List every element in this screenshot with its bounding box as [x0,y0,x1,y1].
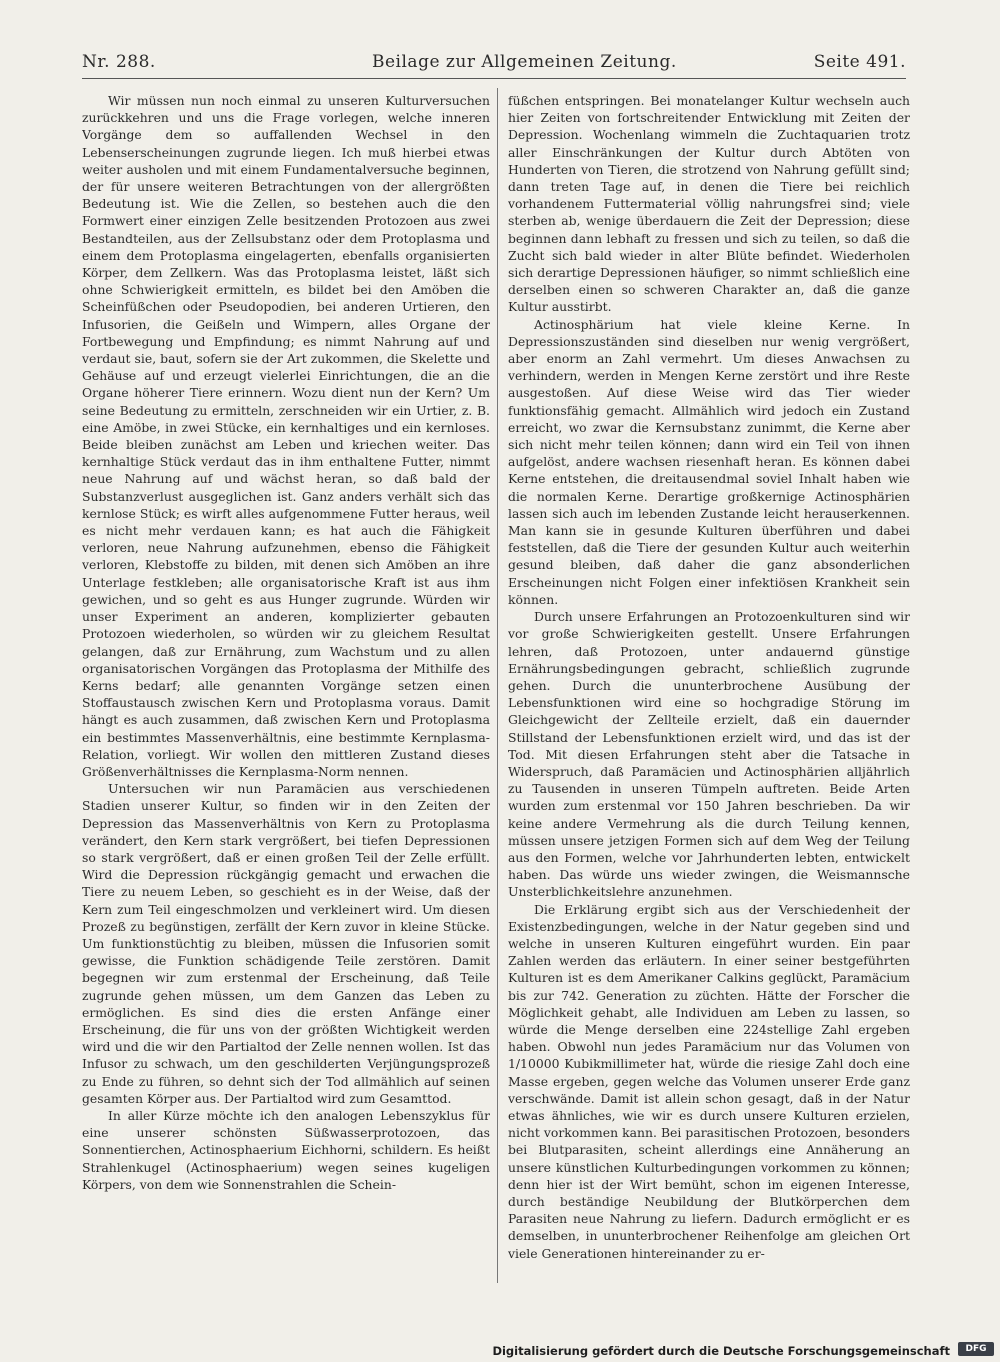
paragraph: Wir müssen nun noch einmal zu unseren Kulturversuchen zurückkehren und uns die Frage vorlegen, welche inneren Vorgänge dem so auffallenden Wechsel in den Lebenserscheinungen zugrunde liegen. Ich muß hierbei etwas weiter ausholen und mit einem Fundamentalversuche beginnen, der für unsere weiteren Betrachtungen von der allergrößten Bedeutung ist. Wie die Zellen, so bestehen auch die den Formwert einer einzigen Zelle besitzenden Protozoen aus zwei Bestandteilen, aus der Zellsubstanz oder dem Protoplasma und einem dem Protoplasma eingelagerten, ebenfalls organisierten Körper, dem Zellkern. Was das Protoplasma leistet, läßt sich ohne Schwierigkeit ermitteln, es bildet bei den Amöben die Scheinfüßchen oder Pseudopodien, bei anderen Urtieren, den Infusorien, die Geißeln und Wimpern, alles Organe der Fortbewegung und Empfindung; es nimmt Nahrung auf und verdaut sie, baut, sofern sie der Art zukommen, die Skelette und Gehäuse auf und erzeugt vielerlei Einrichtungen, die an die Organe höherer Tiere erinnern. Wozu dient nun der Kern? Um seine Bedeutung zu ermitteln, zerschneiden wir ein Urtier, z. B. eine Amöbe, in zwei Stücke, ein kernhaltiges und ein kernloses. Beide bleiben zunächst am Leben und kriechen weiter. Das kernhaltige Stück verdaut das in ihm enthaltene Futter, nimmt neue Nahrung auf und wächst heran, so daß bald der Substanzverlust ausgeglichen ist. Ganz anders verhält sich das kernlose Stück; es wirft alles aufgenommene Futter heraus, weil es nicht mehr verdauen kann; es hat auch die Fähigkeit verloren, neue Nahrung aufzunehmen, ebenso die Fähigkeit verloren, Klebstoffe zu bilden, mit denen sich Amöben an ihre Unterlage festkleben; alle organisatorische Kraft ist aus ihm gewichen, und so geht es aus Hunger zugrunde. Würden wir unser Experiment an anderen, komplizierter gebauten Protozoen wiederholen, so würden wir zu gleichem Resultat gelangen, daß zur Ernährung, zum Wachstum und zu allen organisatorischen Vorgängen das Protoplasma der Mithilfe des Kerns bedarf; alle genannten Vorgänge setzen einen Stoffaustausch zwischen Kern und Protoplasma voraus. Damit hängt es auch zusammen, daß zwischen Kern und Protoplasma ein bestimmtes Massenverhältnis, eine bestimmte Kernplasma-Relation, vorliegt. Wir wollen den mittleren Zustand dieses Größenverhältnisses die Kernplasma-Norm nennen. [82,93,490,779]
paragraph: In aller Kürze möchte ich den analogen Lebenszyklus für eine unserer schönsten Süßwasserprotozoen, das Sonnentierchen, Actinosphaerium Eichhorni, schildern. Es heißt Strahlenkugel (Actinosphaerium) wegen seines kugeligen Körpers, von dem wie Sonnenstrahlen die Schein- [82,1107,490,1192]
paragraph: füßchen entspringen. Bei monatelanger Kultur wechseln auch hier Zeiten von fortschreitender Entwicklung mit Zeiten der Depression. Wochenlang wimmeln die Zuchtaquarien trotz aller Einschränkungen der Kultur durch Abtöten von Hunderten von Tieren, die strotzend von Nahrung gefüllt sind; dann treten Tage auf, in denen die Tiere bei reichlich vorhandenem Futtermaterial völlig nahrungsfrei sind; viele sterben ab, wenige überdauern die Zeit der Depression; diese beginnen dann lebhaft zu fressen und sich zu teilen, so daß die Zucht sich bald wieder in alter Blüte befindet. Wiederholen sich derartige Depressionen häufiger, so nimmt schließlich eine derselben einen so schweren Charakter an, daß die ganze Kultur ausstirbt. [508,93,910,315]
footer-bar [0,1336,1000,1362]
page-number: Seite 491. [813,52,906,72]
left-column [82,92,490,1274]
dfg-logo: DFG [958,1342,994,1356]
paragraph: Untersuchen wir nun Paramäcien aus verschiedenen Stadien unserer Kultur, so finden wir in den Zeiten der Depression das Massenverhältnis von Kern zu Protoplasma verändert, den Kern stark vergrößert, bei tiefen Depressionen so stark vergrößert, daß er einen großen Teil der Zelle erfüllt. Wird die Depression rückgängig gemacht und erwachen die Tiere zu neuem Leben, so geschieht es in der Weise, daß der Kern zum Teil eingeschmolzen und verkleinert wird. Um diesen Prozeß zu begünstigen, zerfällt der Kern zuvor in kleine Stücke. Um funktionstüchtig zu bleiben, müssen die Infusorien somit gewisse, die Funktion schädigende Teile zerstören. Damit begegnen wir zum erstenmal der Erscheinung, daß Teile zugrunde gehen müssen, um dem Ganzen das Leben zu ermöglichen. Es sind dies die ersten Anfänge einer Erscheinung, die für uns von der größten Wichtigkeit werden wird und die wir den Partialtod der Zelle nennen wollen. Ist das Infusor zu schwach, um den geschilderten Verjüngungsprozeß zu Ende zu führen, so dehnt sich der Tod allmählich auf seinen gesamten Körper aus. Der Partialtod wird zum Gesamttod. [82,781,490,1106]
supplement-title: Beilage zur Allgemeinen Zeitung. [372,52,677,72]
funding-note: Digitalisierung gefördert durch die Deutsche Forschungsgemeinschaft [492,1344,950,1358]
paragraph: Durch unsere Erfahrungen an Protozoenkulturen sind wir vor große Schwierigkeiten gestellt. Unsere Erfahrungen lehren, daß Protozoen, unter andauernd günstige Ernährungsbedingungen gebracht, schließlich zugrunde gehen. Durch die ununterbrochene Ausübung der Lebensfunktionen wird eine so hochgradige Störung im Gleichgewicht der Zellteile erzielt, daß ein dauernder Stillstand der Lebensfunktionen erzielt wird, und das ist der Tod. Mit diesen Erfahrungen steht aber die Tatsache in Widerspruch, daß Paramäcien und Actinosphärien alljährlich zu Tausenden in unseren Tümpeln auftreten. Beide Arten wurden zum erstenmal vor 150 Jahren beschrieben. Da wir keine andere Vermehrung als die durch Teilung kennen, müssen unsere jetzigen Formen sich auf dem Weg der Teilung aus den Formen, welche vor Jahrhunderten lebten, entwickelt haben. Das würde uns wieder zwingen, die Weismannsche Unsterblichkeitslehre anzunehmen. [508,609,910,900]
page-header [82,48,906,79]
column-divider [497,88,498,1283]
issue-number: Nr. 288. [82,52,156,72]
paragraph: Actinosphärium hat viele kleine Kerne. In Depressionszuständen sind dieselben nur wenig vergrößert, aber enorm an Zahl vermehrt. Um dieses Anwachsen zu verhindern, werden in Mengen Kerne zerstört und ihre Reste ausgestoßen. Auf diese Weise wird das Tier wieder funktionsfähig gemacht. Allmählich wird jedoch ein Zustand erreicht, wo zwar die Kernsubstanz zunimmt, die Kerne aber sich nicht mehr teilen können; dann wird ein Teil von ihnen aufgelöst, andere wachsen riesenhaft heran. Es können dabei Kerne entstehen, die dreitausendmal soviel Inhalt haben wie die normalen Kerne. Derartige großkernige Actinosphärien lassen sich auch im lebenden Zustande leicht herauserkennen. Man kann sie in gesunde Kulturen überführen und dabei feststellen, daß die Tiere der gesunden Kultur auch weiterhin gesund bleiben, daß daher die ganz absonderlichen Erscheinungen nicht Folgen einer infektiösen Krankheit sein können. [508,316,910,607]
paragraph: Die Erklärung ergibt sich aus der Verschiedenheit der Existenzbedingungen, welche in der Natur gegeben sind und welche in unseren Kulturen eingeführt wurden. Ein paar Zahlen werden das erläutern. In einer seiner bestgeführten Kulturen ist es dem Amerikaner Calkins geglückt, Paramäcium bis zur 742. Generation zu züchten. Hätte der Forscher die Möglichkeit gehabt, alle Individuen am Leben zu lassen, so würde die Menge derselben eine 224stellige Zahl ergeben haben. Obwohl nun jedes Paramäcium nur das Volumen von 1/10000 Kubikmillimeter hat, würde die riesige Zahl doch eine Masse ergeben, gegen welche das Volumen unserer Erde ganz verschwände. Damit ist allein schon gesagt, daß in der Natur etwas ähnliches, wie wir es durch unsere Kulturen erzielen, nicht vorkommen kann. Bei parasitischen Protozoen, besonders bei Blutparasiten, scheint allerdings eine Annäherung an unsere künstlichen Kulturbedingungen vorkommen zu können; denn hier ist der Wirt bemüht, schon im eigenen Interesse, durch beständige Neubildung der Blutkörperchen dem Parasiten neue Nahrung zu liefern. Dadurch ermöglicht er es demselben, in ununterbrochener Reihenfolge am gleichen Ort viele Generationen hintereinander zu er- [508,901,910,1261]
right-column [508,92,910,1274]
